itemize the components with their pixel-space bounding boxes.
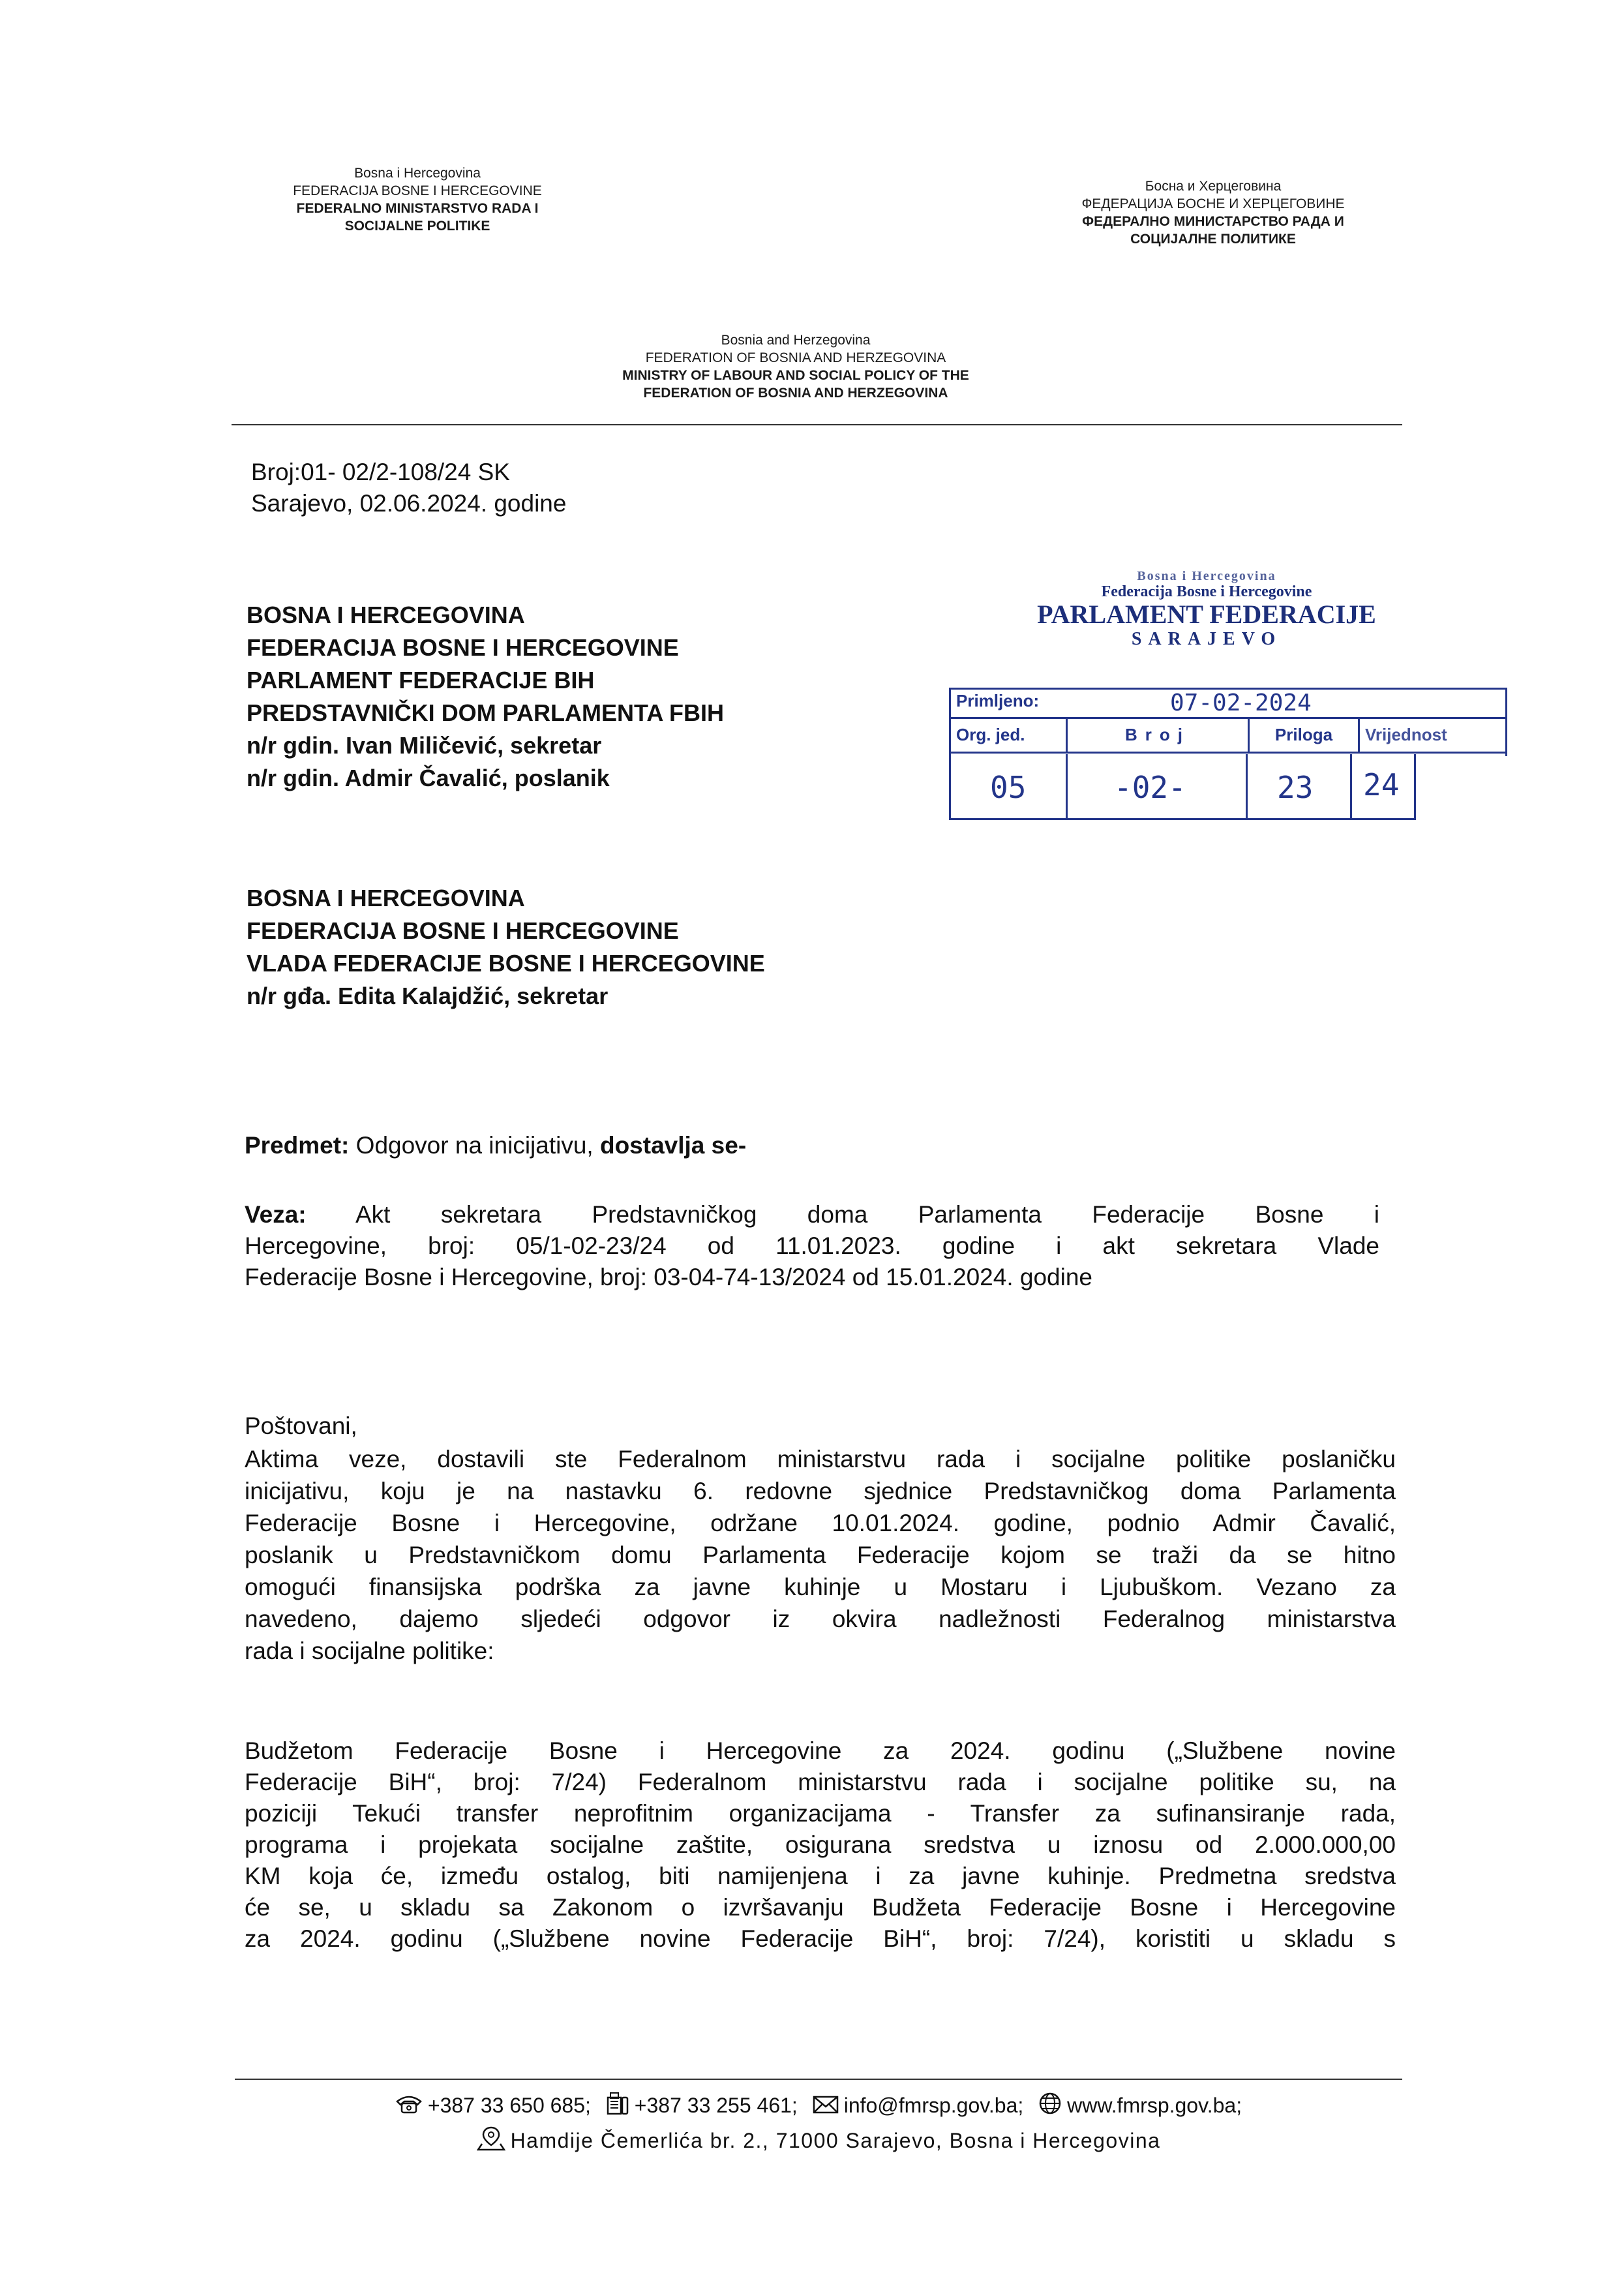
stamp-val-attachments: 23 — [1277, 770, 1314, 805]
letterhead-right — [1004, 177, 1422, 248]
recipient-parliament — [247, 599, 724, 795]
p1-line: Aktima veze, dostavili ste Federalnom ministarstvu rada i socijalne politike poslaničku — [245, 1446, 1396, 1472]
link-label: Veza: — [245, 1201, 307, 1228]
p1-line: navedeno, dajemo sljedeći odgovor iz okvira nadležnosti Federalnog ministarstva — [245, 1606, 1396, 1632]
p2-line: za 2024. godinu („Službene novine Federacije BiH“, broj: 7/24), koristiti u skladu s — [245, 1925, 1396, 1952]
stamp-val-number: -02- — [1114, 770, 1186, 805]
footer-contacts — [235, 2091, 1402, 2123]
stamp-col-number: Broj — [1068, 719, 1250, 752]
stamp-federation: Federacija Bosne i Hercegovine — [1101, 583, 1312, 600]
recipient1-country: BOSNA I HERCEGOVINA — [247, 602, 525, 628]
recipient2-attn-secretary: n/r gđa. Edita Kalajdžić, sekretar — [247, 983, 609, 1009]
letterhead-right-country: Босна и Херцеговина — [1145, 179, 1282, 194]
link-line-1 — [245, 1199, 1379, 1230]
letterhead-right-ministry-2: СОЦИЈАЛНЕ ПОЛИТИКЕ — [1130, 232, 1296, 247]
phone-icon — [395, 2093, 423, 2122]
salutation: Poštovani, — [245, 1412, 357, 1439]
footer-email: info@fmrsp.gov.ba; — [843, 2094, 1024, 2117]
link-block — [245, 1199, 1379, 1293]
globe-icon — [1038, 2092, 1062, 2122]
reference-number: Broj:01- 02/2-108/24 SK — [251, 459, 510, 485]
footer-phone: +387 33 650 685; — [427, 2094, 591, 2117]
stamp-received-label: Primljeno: — [956, 691, 1040, 710]
recipient1-parliament: PARLAMENT FEDERACIJE BIH — [247, 667, 595, 694]
link-line-2: Hercegovine, broj: 05/1-02-23/24 od 11.01.2023. godine i akt sekretara Vlade — [245, 1232, 1379, 1259]
letterhead-divider — [232, 424, 1402, 425]
letterhead-left — [222, 164, 613, 235]
letterhead-left-federation: FEDERACIJA BOSNE I HERCEGOVINE — [293, 183, 542, 198]
p2-line: Federacije BiH“, broj: 7/24) Federalnom ministarstvu rada i socijalne politike su, na — [245, 1769, 1396, 1795]
stamp-col-org: Org. jed. — [951, 719, 1068, 752]
stamp-table — [949, 688, 1507, 756]
recipient-government — [247, 882, 765, 1013]
p2-line: KM koja će, između ostalog, biti namijenjena i za javne kuhinje. Predmetna sredstva — [245, 1863, 1396, 1889]
stamp-val-value: 24 — [1363, 767, 1400, 802]
p1-line: inicijativu, koju je na nastavku 6. redovne sjednice Predstavničkog doma Parlamenta — [245, 1478, 1396, 1504]
letterhead-center-country: Bosnia and Herzegovina — [721, 333, 871, 348]
letterhead-center-federation: FEDERATION OF BOSNIA AND HERZEGOVINA — [645, 350, 946, 365]
stamp-received-date: 07-02-2024 — [1170, 690, 1312, 716]
stamp-val-org: 05 — [990, 770, 1027, 805]
footer-address: Hamdije Čemerlića br. 2., 71000 Sarajevo, Bosna i Hercegovina — [510, 2128, 1161, 2152]
letterhead-center-ministry: MINISTRY OF LABOUR AND SOCIAL POLICY OF THE — [622, 368, 969, 383]
footer-web: www.fmrsp.gov.ba; — [1067, 2094, 1242, 2117]
p2-line: će se, u skladu sa Zakonom o izvršavanju Budžeta Federacije Bosne i Hercegovine — [245, 1894, 1396, 1921]
p1-line: rada i socijalne politike: — [245, 1638, 494, 1664]
stamp-col-attachments: Priloga — [1250, 719, 1360, 752]
stamp-country: Bosna i Hercegovina — [1137, 569, 1276, 583]
p2-line: programa i projekata socijalne zaštite, osigurana sredstva u iznosu od 2.000.000,00 — [245, 1831, 1396, 1858]
p2-line: Budžetom Federacije Bosne i Hercegovine za 2024. godinu („Službene novine — [245, 1737, 1396, 1764]
recipient1-house: PREDSTAVNIČKI DOM PARLAMENTA FBIH — [247, 699, 724, 726]
p2-line: poziciji Tekući transfer neprofitnim organizacijama - Transfer za sufinansiranje rada, — [245, 1800, 1396, 1827]
recipient1-federation: FEDERACIJA BOSNE I HERCEGOVINE — [247, 634, 679, 661]
p1-line: omogući finansijska podrška za javne kuhinje u Mostaru i Ljubuškom. Vezano za — [245, 1574, 1396, 1600]
stamp-col-value: Vrijednost — [1365, 725, 1447, 744]
stamp-values-box — [949, 754, 1416, 820]
subject-text: Odgovor na inicijativu, — [349, 1132, 600, 1159]
stamp-city: SARAJEVO — [1131, 629, 1282, 649]
footer-divider — [235, 2079, 1402, 2080]
stamp-parliament: PARLAMENT FEDERACIJE — [1037, 600, 1376, 629]
recipient2-federation: FEDERACIJA BOSNE I HERCEGOVINE — [247, 917, 679, 944]
link-line-3: Federacije Bosne i Hercegovine, broj: 03-04-74-13/2024 od 15.01.2024. godine — [245, 1264, 1093, 1290]
subject-tail: dostavlja se- — [599, 1132, 747, 1159]
letterhead-center-ministry-2: FEDERATION OF BOSNIA AND HERZEGOVINA — [643, 386, 948, 401]
recipient1-attn-secretary: n/r gdin. Ivan Miličević, sekretar — [247, 732, 602, 759]
p1-line: Federacije Bosne i Hercegovine, održane 10.01.2024. godine, podnio Admir Čavalić, — [245, 1510, 1396, 1536]
recipient2-government: VLADA FEDERACIJE BOSNE I HERCEGOVINE — [247, 950, 765, 977]
reference-date: Sarajevo, 02.06.2024. godine — [251, 490, 567, 517]
letterhead-left-country: Bosna i Hercegovina — [354, 166, 481, 181]
subject-label: Predmet: — [245, 1132, 350, 1159]
paragraph-1 — [245, 1443, 1396, 1667]
letterhead-center — [541, 331, 1050, 402]
subject-line — [245, 1130, 746, 1161]
footer-fax: +387 33 255 461; — [634, 2094, 798, 2117]
recipient1-attn-mp: n/r gdin. Admir Čavalić, poslanik — [247, 765, 610, 791]
received-stamp — [900, 569, 1513, 849]
letterhead-left-ministry-2: SOCIJALNE POLITIKE — [344, 219, 490, 234]
footer-address-row — [235, 2126, 1402, 2159]
p1-line: poslanik u Predstavničkom domu Parlamenta Federacije kojom se traži da se hitno — [245, 1542, 1396, 1568]
reference-block — [251, 457, 566, 519]
letterhead-right-ministry: ФЕДЕРАЛНО МИНИСТАРСТВО РАДА И — [1082, 214, 1344, 229]
recipient2-country: BOSNA I HERCEGOVINA — [247, 885, 525, 911]
letterhead-right-federation: ФЕДЕРАЦИЈА БОСНЕ И ХЕРЦЕГОВИНЕ — [1081, 196, 1345, 211]
link-text-1: Akt sekretara Predstavničkog doma Parlamenta Federacije Bosne i — [355, 1201, 1379, 1228]
fax-icon — [606, 2091, 629, 2123]
mail-icon — [813, 2093, 839, 2122]
letterhead-left-ministry: FEDERALNO MINISTARSTVO RADA I — [296, 201, 539, 216]
location-icon — [477, 2126, 505, 2159]
paragraph-2 — [245, 1735, 1396, 1955]
